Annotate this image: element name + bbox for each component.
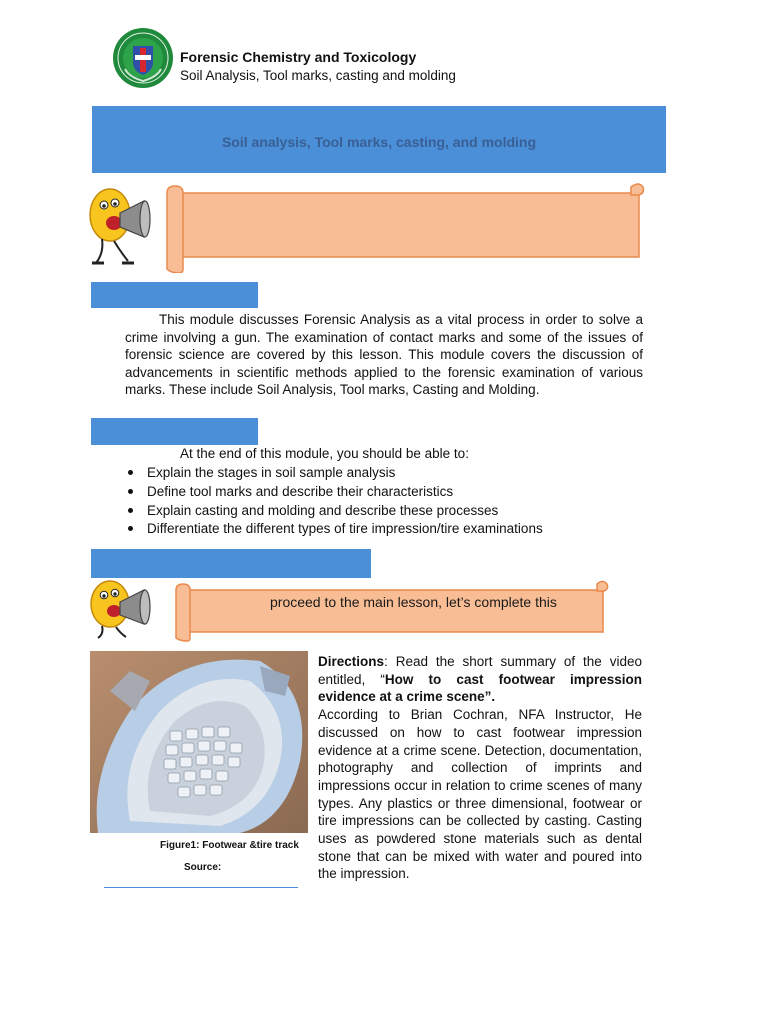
activity-prompt: proceed to the main lesson, let’s complete this (270, 594, 557, 610)
banner-title: Soil analysis, Tool marks, casting, and molding (221, 134, 537, 150)
section-tab-objectives (91, 418, 258, 445)
figure-source-label: Source: (184, 862, 222, 873)
list-item: Explain casting and molding and describe these processes (125, 502, 645, 521)
activity-scroll-banner (173, 578, 609, 642)
module-subtitle: Soil Analysis, Tool marks, casting and molding (180, 68, 456, 83)
directions-label: Directions (318, 654, 385, 669)
objectives-list (125, 464, 645, 539)
list-item: Define tool marks and describe their characteristics (125, 483, 645, 502)
course-title: Forensic Chemistry and Toxicology (180, 49, 417, 65)
megaphone-mascot-icon (88, 578, 156, 640)
directions-body: According to Brian Cochran, NFA Instructor, He discussed on how to cast footwear impression evidence at a crime scene. Detection, documentation, photography and collection of imprints and impressions occur in relation to crime scenes of many types. Any plastics or three dimensional, footwear or tire impressions can be collected by casting. Casting uses as powdered stone materials such as dental stone that can be mixed with water and poured into the impression. (318, 707, 642, 882)
objectives-lead: At the end of this module, you should be able to: (180, 446, 469, 461)
directions-paragraph (318, 653, 642, 706)
intro-scroll-banner (163, 179, 647, 273)
module-banner (92, 106, 666, 173)
megaphone-mascot-icon (88, 183, 156, 271)
footwear-cast-photo (90, 651, 308, 833)
video-title: How to cast footwear impression evidence at a crime scene”. (318, 671, 642, 705)
directions-block (318, 653, 642, 883)
section-tab-activity (91, 549, 371, 578)
list-item: Differentiate the different types of tire impression/tire examinations (125, 520, 645, 539)
source-divider (104, 887, 298, 888)
directions-lead: : Read the short summary of the video entitled, “ (318, 654, 642, 687)
introduction-paragraph: This module discusses Forensic Analysis as a vital process in order to solve a crime involving a gun. The examination of contact marks and some of the issues of forensic science are covered by this lesson. This module covers the discussion of advancements in scientific methods applied to the forensic examination of various marks. These include Soil Analysis, Tool marks, Casting and Molding. (125, 312, 643, 398)
list-item: Explain the stages in soil sample analysis (125, 464, 645, 483)
figure-caption: Figure1: Footwear &tire track (160, 840, 299, 851)
section-tab-introduction (91, 282, 258, 308)
school-seal-logo (112, 27, 174, 89)
